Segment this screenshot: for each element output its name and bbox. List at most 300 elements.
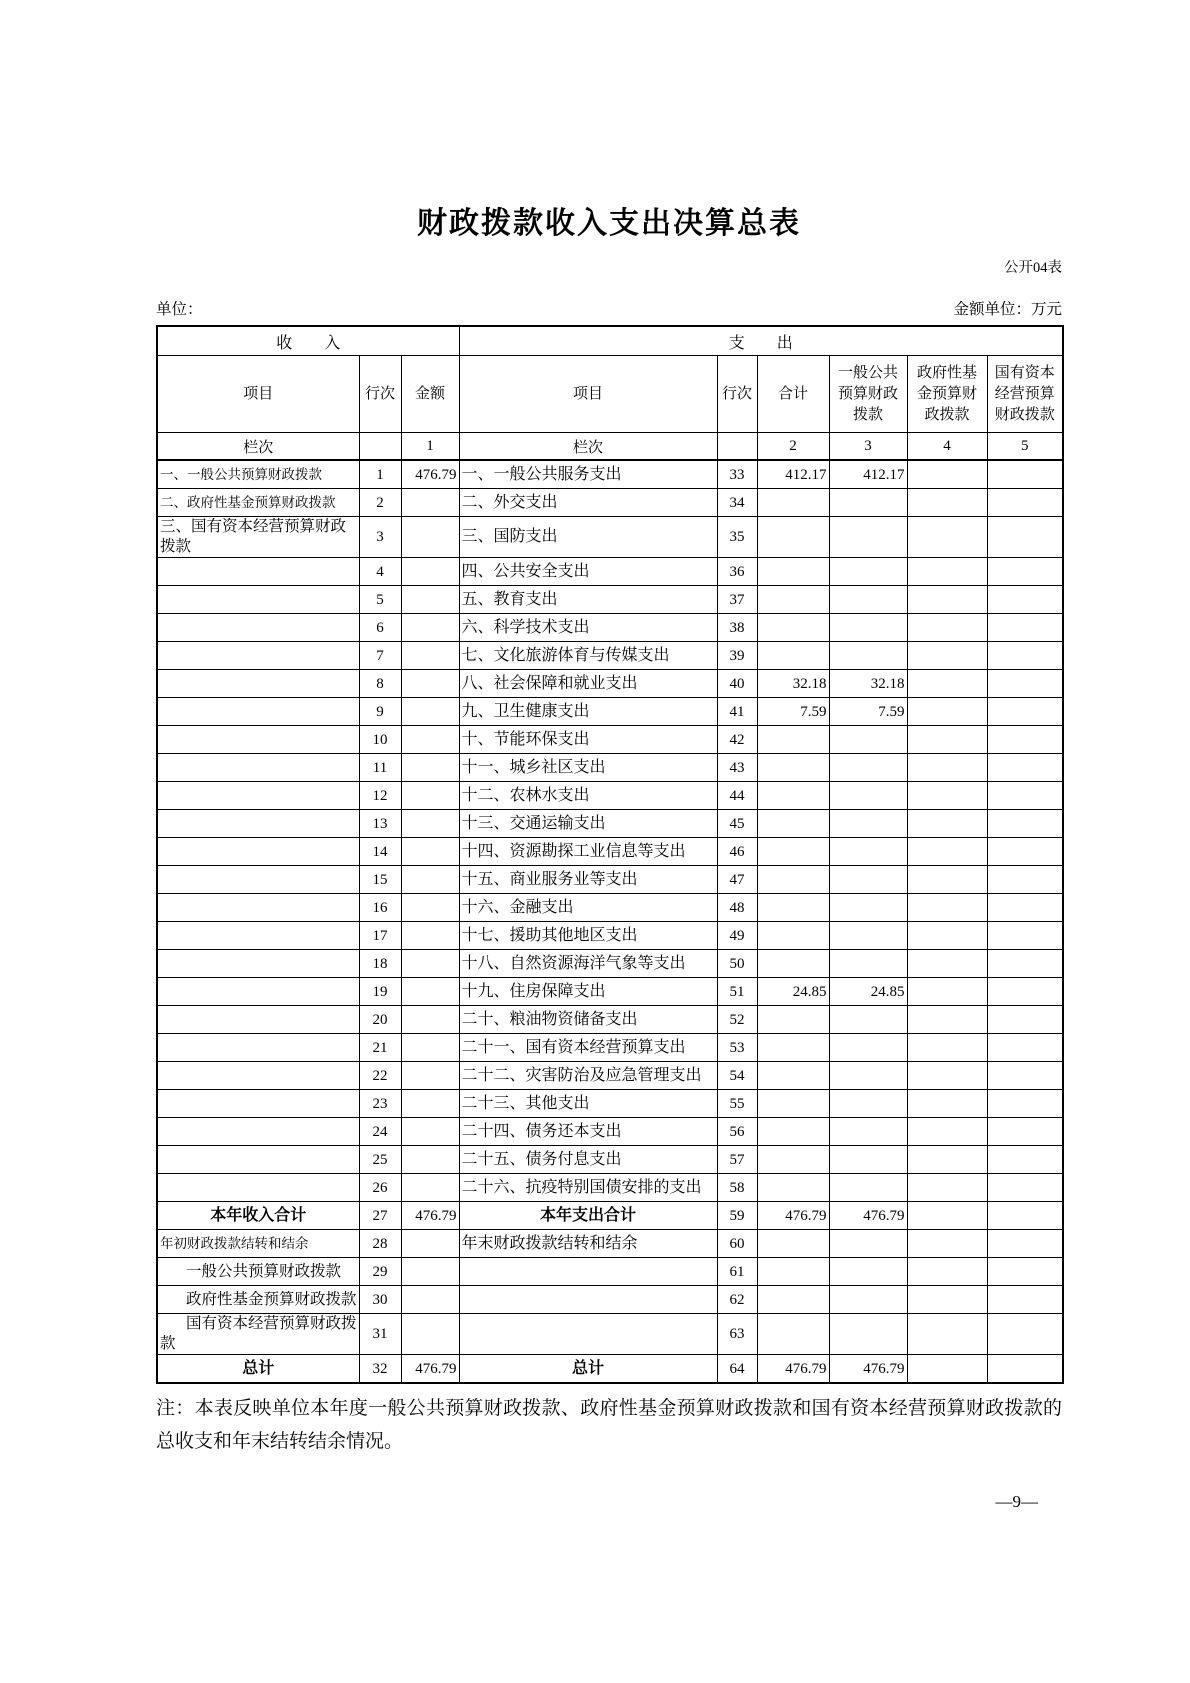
exp-general-budget-cell — [829, 1230, 907, 1258]
exp-gov-fund-cell — [907, 670, 987, 698]
exp-state-capital-cell — [987, 950, 1063, 978]
col-header-exp-total: 合计 — [757, 356, 829, 433]
lanci-no-2: 2 — [757, 433, 829, 461]
rev-item-cell: 一、一般公共预算财政拨款 — [157, 460, 359, 489]
rev-item-cell — [157, 698, 359, 726]
exp-rowno-cell: 62 — [717, 1286, 757, 1314]
table-row — [157, 614, 1063, 642]
rev-amount-cell — [401, 1174, 459, 1202]
exp-gov-fund-cell — [907, 489, 987, 517]
exp-rowno-cell: 64 — [717, 1355, 757, 1384]
exp-state-capital-cell — [987, 1286, 1063, 1314]
exp-state-capital-cell — [987, 1118, 1063, 1146]
exp-rowno-cell: 47 — [717, 866, 757, 894]
rev-item-cell — [157, 1118, 359, 1146]
exp-total-cell — [757, 558, 829, 586]
rev-rowno-cell: 10 — [359, 726, 401, 754]
column-header-row — [157, 356, 1063, 433]
rev-rowno-cell: 1 — [359, 460, 401, 489]
meta-line — [156, 297, 1062, 319]
rev-item-cell: 总计 — [157, 1355, 359, 1384]
exp-item-cell — [459, 1314, 717, 1355]
exp-item-cell — [459, 1286, 717, 1314]
exp-rowno-cell: 46 — [717, 838, 757, 866]
rev-rowno-cell: 12 — [359, 782, 401, 810]
table-row — [157, 894, 1063, 922]
rev-item-cell — [157, 754, 359, 782]
column-number-row — [157, 433, 1063, 461]
exp-gov-fund-cell — [907, 810, 987, 838]
exp-state-capital-cell — [987, 1258, 1063, 1286]
table-row — [157, 460, 1063, 489]
exp-general-budget-cell — [829, 838, 907, 866]
col-header-exp-general-budget: 一般公共预算财政拨款 — [829, 356, 907, 433]
rev-item-cell — [157, 894, 359, 922]
exp-total-cell — [757, 726, 829, 754]
rev-amount-cell — [401, 866, 459, 894]
exp-state-capital-cell — [987, 922, 1063, 950]
exp-gov-fund-cell — [907, 642, 987, 670]
exp-rowno-cell: 58 — [717, 1174, 757, 1202]
rev-item-cell: 年初财政拨款结转和结余 — [157, 1230, 359, 1258]
section-header-row — [157, 326, 1063, 356]
exp-item-cell: 四、公共安全支出 — [459, 558, 717, 586]
rev-item-cell — [157, 1006, 359, 1034]
exp-rowno-cell: 44 — [717, 782, 757, 810]
table-row — [157, 978, 1063, 1006]
rev-amount-cell — [401, 586, 459, 614]
exp-gov-fund-cell — [907, 1006, 987, 1034]
rev-amount-cell — [401, 558, 459, 586]
exp-general-budget-cell — [829, 1006, 907, 1034]
col-header-rev-amount: 金额 — [401, 356, 459, 433]
table-row — [157, 642, 1063, 670]
exp-state-capital-cell — [987, 810, 1063, 838]
exp-state-capital-cell — [987, 1355, 1063, 1384]
rev-rowno-cell: 22 — [359, 1062, 401, 1090]
exp-gov-fund-cell — [907, 1062, 987, 1090]
table-row — [157, 489, 1063, 517]
exp-item-cell: 六、科学技术支出 — [459, 614, 717, 642]
exp-total-cell — [757, 922, 829, 950]
rev-amount-cell — [401, 782, 459, 810]
table-row — [157, 754, 1063, 782]
exp-item-cell — [459, 1258, 717, 1286]
revenue-section-header: 收 入 — [157, 326, 459, 356]
exp-item-cell: 十九、住房保障支出 — [459, 978, 717, 1006]
rev-amount-cell — [401, 517, 459, 558]
rev-item-cell — [157, 726, 359, 754]
table-row — [157, 1006, 1063, 1034]
rev-item-cell: 政府性基金预算财政拨款 — [157, 1286, 359, 1314]
exp-item-cell: 八、社会保障和就业支出 — [459, 670, 717, 698]
exp-total-cell: 412.17 — [757, 460, 829, 489]
exp-item-cell: 十一、城乡社区支出 — [459, 754, 717, 782]
rev-rowno-cell: 29 — [359, 1258, 401, 1286]
exp-gov-fund-cell — [907, 586, 987, 614]
exp-general-budget-cell — [829, 489, 907, 517]
rev-amount-cell — [401, 1258, 459, 1286]
exp-rowno-cell: 60 — [717, 1230, 757, 1258]
exp-total-cell — [757, 894, 829, 922]
rev-rowno-cell: 28 — [359, 1230, 401, 1258]
col-header-exp-gov-fund: 政府性基金预算财政拨款 — [907, 356, 987, 433]
table-row — [157, 558, 1063, 586]
exp-general-budget-cell — [829, 517, 907, 558]
exp-gov-fund-cell — [907, 894, 987, 922]
exp-state-capital-cell — [987, 866, 1063, 894]
exp-item-cell: 一、一般公共服务支出 — [459, 460, 717, 489]
table-row — [157, 1258, 1063, 1286]
exp-rowno-cell: 42 — [717, 726, 757, 754]
lanci-no-3: 3 — [829, 433, 907, 461]
rev-rowno-cell: 5 — [359, 586, 401, 614]
exp-gov-fund-cell — [907, 782, 987, 810]
exp-general-budget-cell — [829, 754, 907, 782]
exp-item-cell: 十三、交通运输支出 — [459, 810, 717, 838]
exp-item-cell: 二十四、债务还本支出 — [459, 1118, 717, 1146]
exp-total-cell — [757, 1006, 829, 1034]
rev-item-cell: 二、政府性基金预算财政拨款 — [157, 489, 359, 517]
exp-general-budget-cell — [829, 782, 907, 810]
exp-gov-fund-cell — [907, 517, 987, 558]
exp-item-cell: 十四、资源勘探工业信息等支出 — [459, 838, 717, 866]
rev-amount-cell — [401, 1034, 459, 1062]
exp-state-capital-cell — [987, 1146, 1063, 1174]
rev-rowno-cell: 7 — [359, 642, 401, 670]
exp-general-budget-cell — [829, 1258, 907, 1286]
rev-amount-cell: 476.79 — [401, 1202, 459, 1230]
exp-rowno-cell: 36 — [717, 558, 757, 586]
exp-gov-fund-cell — [907, 922, 987, 950]
lanci-no-5: 5 — [987, 433, 1063, 461]
col-header-exp-item: 项目 — [459, 356, 717, 433]
rev-amount-cell — [401, 1062, 459, 1090]
expenditure-section-header: 支 出 — [459, 326, 1063, 356]
exp-state-capital-cell — [987, 489, 1063, 517]
rev-rowno-cell: 30 — [359, 1286, 401, 1314]
rev-rowno-cell: 18 — [359, 950, 401, 978]
exp-gov-fund-cell — [907, 978, 987, 1006]
exp-rowno-cell: 33 — [717, 460, 757, 489]
exp-total-cell — [757, 1146, 829, 1174]
rev-item-cell — [157, 670, 359, 698]
exp-state-capital-cell — [987, 978, 1063, 1006]
rev-rowno-cell: 17 — [359, 922, 401, 950]
exp-item-cell: 本年支出合计 — [459, 1202, 717, 1230]
rev-rowno-cell: 4 — [359, 558, 401, 586]
rev-rowno-cell: 14 — [359, 838, 401, 866]
rev-item-cell — [157, 978, 359, 1006]
exp-item-cell: 三、国防支出 — [459, 517, 717, 558]
exp-rowno-cell: 63 — [717, 1314, 757, 1355]
table-row — [157, 1034, 1063, 1062]
exp-state-capital-cell — [987, 586, 1063, 614]
rev-rowno-cell: 31 — [359, 1314, 401, 1355]
exp-total-cell: 24.85 — [757, 978, 829, 1006]
exp-state-capital-cell — [987, 1230, 1063, 1258]
lanci-empty-cell — [717, 433, 757, 461]
exp-general-budget-cell: 32.18 — [829, 670, 907, 698]
rev-amount-cell — [401, 1314, 459, 1355]
col-header-rev-rowno: 行次 — [359, 356, 401, 433]
page-number: —9— — [995, 1492, 1038, 1511]
exp-item-cell: 十七、援助其他地区支出 — [459, 922, 717, 950]
exp-total-cell — [757, 642, 829, 670]
exp-rowno-cell: 52 — [717, 1006, 757, 1034]
rev-amount-cell — [401, 726, 459, 754]
exp-gov-fund-cell — [907, 1174, 987, 1202]
exp-total-cell — [757, 782, 829, 810]
exp-rowno-cell: 59 — [717, 1202, 757, 1230]
rev-amount-cell — [401, 1006, 459, 1034]
table-row — [157, 1314, 1063, 1355]
table-row — [157, 1118, 1063, 1146]
exp-state-capital-cell — [987, 754, 1063, 782]
exp-state-capital-cell — [987, 1034, 1063, 1062]
exp-state-capital-cell — [987, 782, 1063, 810]
rev-rowno-cell: 13 — [359, 810, 401, 838]
exp-state-capital-cell — [987, 1090, 1063, 1118]
exp-gov-fund-cell — [907, 614, 987, 642]
exp-gov-fund-cell — [907, 1258, 987, 1286]
rev-amount-cell — [401, 838, 459, 866]
rev-amount-cell — [401, 810, 459, 838]
rev-rowno-cell: 11 — [359, 754, 401, 782]
exp-total-cell: 7.59 — [757, 698, 829, 726]
rev-rowno-cell: 20 — [359, 1006, 401, 1034]
table-row — [157, 1286, 1063, 1314]
col-header-rev-item: 项目 — [157, 356, 359, 433]
exp-total-cell — [757, 1230, 829, 1258]
exp-rowno-cell: 41 — [717, 698, 757, 726]
rev-item-cell: 一般公共预算财政拨款 — [157, 1258, 359, 1286]
exp-general-budget-cell — [829, 1314, 907, 1355]
exp-general-budget-cell: 412.17 — [829, 460, 907, 489]
exp-item-cell: 七、文化旅游体育与传媒支出 — [459, 642, 717, 670]
exp-item-cell: 年末财政拨款结转和结余 — [459, 1230, 717, 1258]
document-content — [156, 0, 1062, 1458]
exp-item-cell: 二十、粮油物资储备支出 — [459, 1006, 717, 1034]
exp-rowno-cell: 37 — [717, 586, 757, 614]
exp-rowno-cell: 40 — [717, 670, 757, 698]
rev-item-cell — [157, 1062, 359, 1090]
table-row — [157, 1146, 1063, 1174]
rev-amount-cell — [401, 1090, 459, 1118]
exp-item-cell: 二十六、抗疫特别国债安排的支出 — [459, 1174, 717, 1202]
exp-state-capital-cell — [987, 894, 1063, 922]
rev-rowno-cell: 19 — [359, 978, 401, 1006]
rev-item-cell — [157, 558, 359, 586]
rev-amount-cell — [401, 698, 459, 726]
exp-rowno-cell: 51 — [717, 978, 757, 1006]
table-row — [157, 670, 1063, 698]
exp-general-budget-cell — [829, 1090, 907, 1118]
exp-state-capital-cell — [987, 558, 1063, 586]
lanci-empty-cell — [359, 433, 401, 461]
exp-general-budget-cell: 476.79 — [829, 1202, 907, 1230]
exp-general-budget-cell — [829, 866, 907, 894]
exp-item-cell: 二十一、国有资本经营预算支出 — [459, 1034, 717, 1062]
rev-item-cell — [157, 1174, 359, 1202]
exp-rowno-cell: 39 — [717, 642, 757, 670]
rev-rowno-cell: 3 — [359, 517, 401, 558]
lanci-label-expenditure: 栏次 — [459, 433, 717, 461]
exp-general-budget-cell — [829, 1146, 907, 1174]
table-row — [157, 838, 1063, 866]
rev-rowno-cell: 24 — [359, 1118, 401, 1146]
rev-amount-cell — [401, 489, 459, 517]
rev-amount-cell — [401, 1230, 459, 1258]
table-row — [157, 517, 1063, 558]
exp-rowno-cell: 43 — [717, 754, 757, 782]
exp-gov-fund-cell — [907, 838, 987, 866]
rev-rowno-cell: 27 — [359, 1202, 401, 1230]
exp-total-cell — [757, 866, 829, 894]
exp-rowno-cell: 38 — [717, 614, 757, 642]
exp-item-cell: 十二、农林水支出 — [459, 782, 717, 810]
exp-state-capital-cell — [987, 614, 1063, 642]
exp-state-capital-cell — [987, 1202, 1063, 1230]
lanci-label-revenue: 栏次 — [157, 433, 359, 461]
exp-total-cell — [757, 1118, 829, 1146]
exp-rowno-cell: 48 — [717, 894, 757, 922]
exp-gov-fund-cell — [907, 754, 987, 782]
rev-amount-cell — [401, 950, 459, 978]
exp-gov-fund-cell — [907, 866, 987, 894]
exp-item-cell: 十六、金融支出 — [459, 894, 717, 922]
rev-rowno-cell: 2 — [359, 489, 401, 517]
rev-item-cell — [157, 1034, 359, 1062]
rev-item-cell — [157, 950, 359, 978]
exp-total-cell — [757, 754, 829, 782]
exp-item-cell: 五、教育支出 — [459, 586, 717, 614]
page-title: 财政拨款收入支出决算总表 — [417, 207, 801, 240]
exp-rowno-cell: 49 — [717, 922, 757, 950]
exp-gov-fund-cell — [907, 1286, 987, 1314]
unit-label: 单位： — [156, 301, 203, 318]
exp-general-budget-cell — [829, 558, 907, 586]
exp-general-budget-cell — [829, 614, 907, 642]
exp-rowno-cell: 56 — [717, 1118, 757, 1146]
exp-rowno-cell: 45 — [717, 810, 757, 838]
exp-total-cell — [757, 810, 829, 838]
rev-rowno-cell: 9 — [359, 698, 401, 726]
table-code-label: 公开04表 — [1004, 260, 1062, 276]
exp-general-budget-cell — [829, 586, 907, 614]
rev-amount-cell — [401, 642, 459, 670]
exp-gov-fund-cell — [907, 1230, 987, 1258]
exp-gov-fund-cell — [907, 1202, 987, 1230]
rev-amount-cell — [401, 754, 459, 782]
exp-general-budget-cell — [829, 1062, 907, 1090]
exp-state-capital-cell — [987, 517, 1063, 558]
exp-item-cell: 九、卫生健康支出 — [459, 698, 717, 726]
rev-amount-cell — [401, 1118, 459, 1146]
rev-item-cell — [157, 866, 359, 894]
exp-gov-fund-cell — [907, 1034, 987, 1062]
exp-total-cell — [757, 1258, 829, 1286]
exp-total-cell: 476.79 — [757, 1355, 829, 1384]
table-row — [157, 1062, 1063, 1090]
exp-general-budget-cell — [829, 1118, 907, 1146]
rev-item-cell — [157, 1146, 359, 1174]
exp-gov-fund-cell — [907, 698, 987, 726]
rev-item-cell — [157, 838, 359, 866]
exp-state-capital-cell — [987, 642, 1063, 670]
exp-gov-fund-cell — [907, 1314, 987, 1355]
amount-unit-label: 金额单位：万元 — [953, 301, 1062, 318]
exp-total-cell — [757, 1062, 829, 1090]
exp-gov-fund-cell — [907, 1090, 987, 1118]
rev-amount-cell: 476.79 — [401, 1355, 459, 1384]
table-row — [157, 782, 1063, 810]
exp-general-budget-cell — [829, 922, 907, 950]
rev-rowno-cell: 25 — [359, 1146, 401, 1174]
exp-item-cell: 十八、自然资源海洋气象等支出 — [459, 950, 717, 978]
exp-total-cell — [757, 1314, 829, 1355]
rev-amount-cell — [401, 1286, 459, 1314]
table-row — [157, 1202, 1063, 1230]
exp-general-budget-cell — [829, 894, 907, 922]
table-body — [157, 460, 1063, 1383]
exp-gov-fund-cell — [907, 1146, 987, 1174]
rev-rowno-cell: 26 — [359, 1174, 401, 1202]
exp-total-cell — [757, 838, 829, 866]
table-row — [157, 922, 1063, 950]
exp-rowno-cell: 61 — [717, 1258, 757, 1286]
rev-amount-cell — [401, 922, 459, 950]
rev-item-cell — [157, 922, 359, 950]
rev-rowno-cell: 16 — [359, 894, 401, 922]
exp-rowno-cell: 55 — [717, 1090, 757, 1118]
exp-state-capital-cell — [987, 1006, 1063, 1034]
table-row — [157, 1174, 1063, 1202]
exp-total-cell — [757, 1286, 829, 1314]
exp-total-cell — [757, 614, 829, 642]
rev-item-cell — [157, 642, 359, 670]
table-row — [157, 1090, 1063, 1118]
exp-item-cell: 二十三、其他支出 — [459, 1090, 717, 1118]
exp-total-cell — [757, 950, 829, 978]
table-row — [157, 726, 1063, 754]
fiscal-appropriation-table — [156, 325, 1064, 1384]
table-row — [157, 810, 1063, 838]
exp-total-cell — [757, 1034, 829, 1062]
lanci-no-4: 4 — [907, 433, 987, 461]
exp-item-cell: 总计 — [459, 1355, 717, 1384]
exp-general-budget-cell — [829, 726, 907, 754]
exp-state-capital-cell — [987, 838, 1063, 866]
exp-general-budget-cell: 7.59 — [829, 698, 907, 726]
table-row — [157, 586, 1063, 614]
exp-gov-fund-cell — [907, 950, 987, 978]
exp-item-cell: 二十二、灾害防治及应急管理支出 — [459, 1062, 717, 1090]
rev-rowno-cell: 23 — [359, 1090, 401, 1118]
rev-item-cell: 三、国有资本经营预算财政拨款 — [157, 517, 359, 558]
exp-rowno-cell: 57 — [717, 1146, 757, 1174]
exp-gov-fund-cell — [907, 460, 987, 489]
exp-general-budget-cell — [829, 950, 907, 978]
exp-state-capital-cell — [987, 698, 1063, 726]
rev-rowno-cell: 8 — [359, 670, 401, 698]
table-row — [157, 1230, 1063, 1258]
exp-general-budget-cell: 24.85 — [829, 978, 907, 1006]
table-row — [157, 1355, 1063, 1384]
exp-general-budget-cell — [829, 1174, 907, 1202]
rev-amount-cell: 476.79 — [401, 460, 459, 489]
table-row — [157, 866, 1063, 894]
